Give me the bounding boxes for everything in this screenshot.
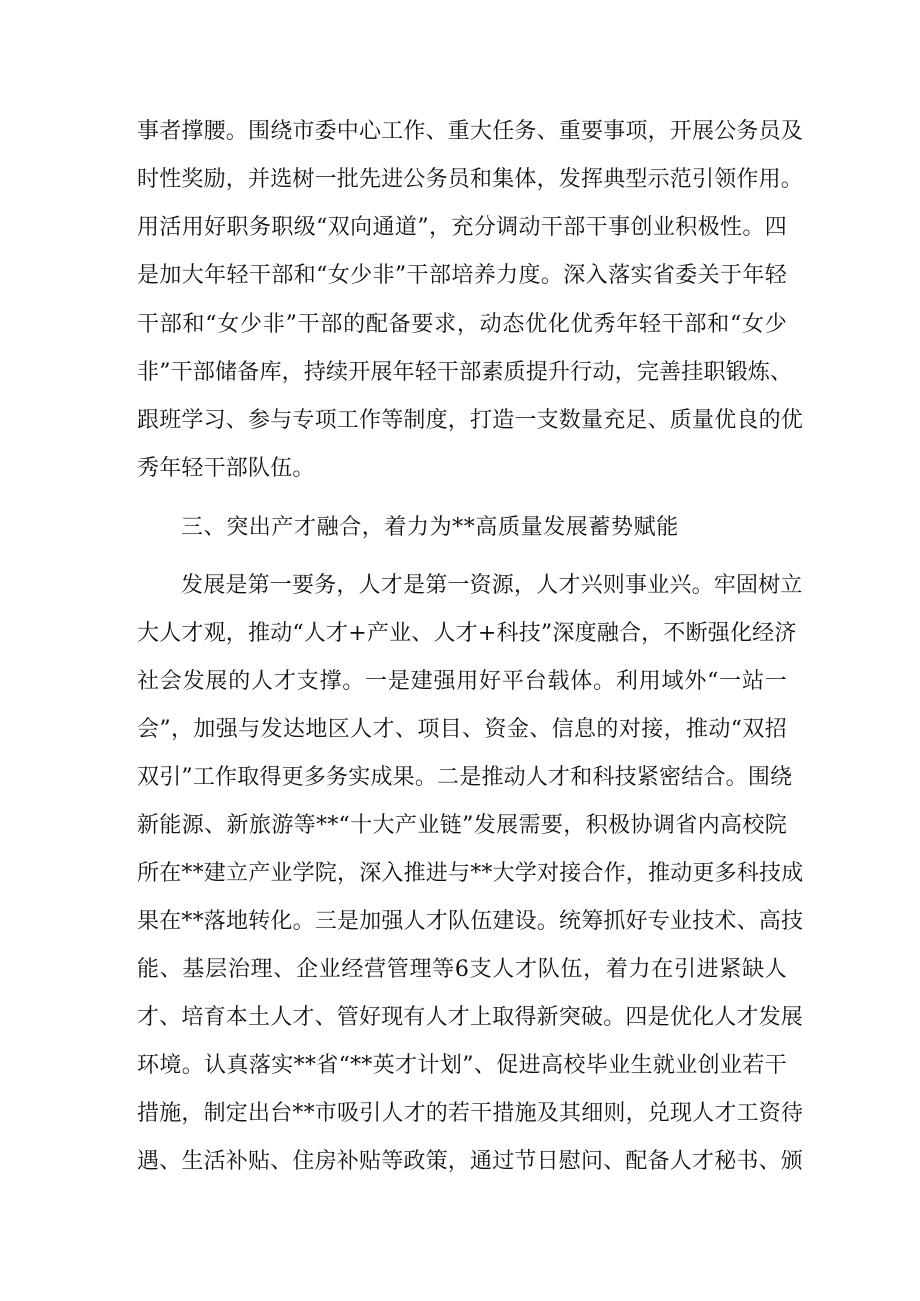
paragraph-2-line-13: 遇、生活补贴、住房补贴等政策，通过节日慰问、配备人才秘书、颁 (137, 1149, 804, 1174)
paragraph-1-line-4: 是加大年轻干部和“女少非”干部培养力度。深入落实省委关于年轻 (137, 263, 787, 288)
paragraph-2-line-4: 会”，加强与发达地区人才、项目、资金、信息的对接，推动“双招 (137, 717, 787, 742)
paragraph-1-line-8: 秀年轻干部队伍。 (137, 456, 315, 481)
paragraph-1-line-5: 干部和“女少非”干部的配备要求，动态优化优秀年轻干部和“女少 (137, 312, 787, 337)
paragraph-2-line-10: 才、培育本土人才、管好现有人才上取得新突破。四是优化人才发展 (137, 1005, 804, 1030)
paragraph-2-line-9: 能、基层治理、企业经营管理等6支人才队伍，着力在引进紧缺人 (137, 957, 787, 982)
paragraph-2-line-2: 大人才观，推动“人才+产业、人才+科技”深度融合，不断强化经济 (137, 621, 797, 646)
paragraph-1-line-3: 用活用好职务职级“双向通道”，充分调动干部干事创业积极性。四 (137, 215, 787, 240)
paragraph-2-line-11: 环境。认真落实**省“**英才计划”、促进高校毕业生就业创业若干 (137, 1053, 787, 1078)
paragraph-2-line-5: 双引”工作取得更多务实成果。二是推动人才和科技紧密结合。围绕 (137, 765, 793, 790)
paragraph-1-line-7: 跟班学习、参与专项工作等制度，打造一支数量充足、质量优良的优 (137, 408, 804, 433)
paragraph-1-line-1: 事者撑腰。围绕市委中心工作、重大任务、重要事项，开展公务员及 (137, 119, 804, 144)
paragraph-1-line-2: 时性奖励，并选树一批先进公务员和集体，发挥典型示范引领作用。 (137, 167, 804, 192)
paragraph-2-line-12: 措施，制定出台**市吸引人才的若干措施及其细则，兑现人才工资待 (137, 1101, 804, 1126)
section-heading: 三、突出产才融合，着力为**高质量发展蓄势赋能 (181, 515, 679, 540)
paragraph-1-line-6: 非”干部储备库，持续开展年轻干部素质提升行动，完善挂职锻炼、 (137, 360, 793, 385)
paragraph-2-line-8: 果在**落地转化。三是加强人才队伍建设。统筹抓好专业技术、高技 (137, 909, 804, 934)
paragraph-2-line-7: 所在**建立产业学院，深入推进与**大学对接合作，推动更多科技成 (137, 861, 804, 886)
paragraph-2-line-3: 社会发展的人才支撑。一是建强用好平台载体。利用域外“一站一 (137, 669, 787, 694)
paragraph-2-line-6: 新能源、新旅游等**“十大产业链”发展需要，积极协调省内高校院 (137, 813, 787, 838)
paragraph-2-line-1: 发展是第一要务，人才是第一资源，人才兴则事业兴。牢固树立 (181, 573, 803, 598)
